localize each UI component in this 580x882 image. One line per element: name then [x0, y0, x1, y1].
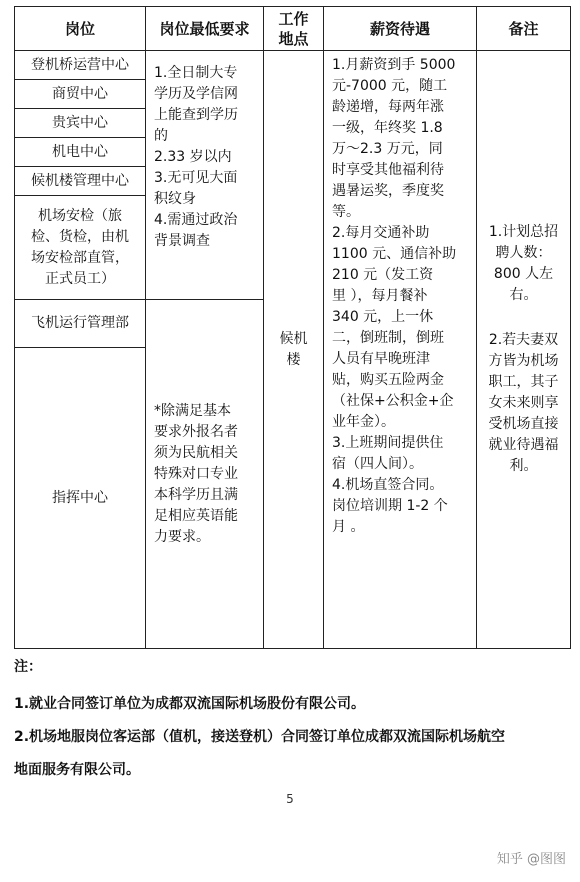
salary-line: 宿（四人间）。: [332, 456, 423, 472]
salary-line: 人员有早晚班津: [332, 351, 430, 367]
requirements-special-cell: [146, 300, 264, 649]
salary-line: 月 。: [332, 519, 365, 535]
header-salary: 薪资待遇: [324, 7, 477, 51]
header-location-line2: 地点: [278, 29, 309, 48]
header-notes: 备注: [477, 7, 571, 51]
footer-note-2b: 地面服务有限公司。: [14, 762, 140, 778]
note-line: 受机场直接: [488, 416, 559, 432]
requirement-line: 2.33 岁以内: [154, 149, 232, 165]
page-number: 5: [286, 792, 294, 806]
requirement-line: 的: [154, 128, 168, 144]
header-location: [264, 7, 324, 51]
note-line: 2.若夫妻双: [488, 332, 559, 348]
position-cell: 机电中心: [15, 138, 146, 167]
note-line: 职工，其子: [488, 374, 559, 390]
requirement-line: 本科学历且满: [154, 486, 238, 503]
requirement-line: 3.无可见大面: [154, 170, 238, 186]
requirement-line: 学历及学信网: [154, 86, 238, 102]
position-cell: 指挥中心: [15, 348, 146, 649]
requirements-main-cell: [146, 51, 264, 300]
header-location-line1: 工作: [278, 9, 309, 28]
salary-line: （社保+公积金+企: [332, 393, 454, 409]
header-position: 岗位: [15, 7, 146, 51]
note-line: 聘人数：: [495, 245, 552, 261]
watermark: 知乎 @图图: [496, 852, 566, 867]
salary-line: 龄递增，每两年涨: [332, 99, 444, 115]
salary-line: 元-7000 元，随工: [332, 78, 448, 94]
table-row: [15, 51, 571, 80]
header-requirements: 岗位最低要求: [146, 7, 264, 51]
note-spacer: [485, 306, 562, 330]
note-line: 女未来则享: [488, 395, 559, 411]
salary-line: 贴，购买五险两金: [332, 372, 444, 388]
notes-cell: [477, 51, 571, 649]
salary-line: 遇暑运奖，季度奖: [332, 183, 444, 199]
table-header-row: [15, 7, 571, 51]
note-line: 800 人左: [493, 266, 554, 282]
recruitment-table-wrapper: [14, 6, 570, 648]
salary-line: 1.月薪资到手 5000: [332, 57, 456, 73]
salary-line: 业年金）。: [332, 414, 395, 430]
position-cell: [15, 196, 146, 300]
salary-line: 等。: [332, 204, 360, 220]
requirement-line: 须为民航相关: [154, 444, 238, 461]
requirement-line: 1.全日制大专: [154, 65, 238, 81]
salary-line: 万～2.3 万元，同: [332, 141, 443, 157]
salary-line: 4.机场直签合同。: [332, 477, 444, 493]
footer-note-2a: 2.机场地服岗位客运部（值机，接送登机）合同签订单位成都双流国际机场航空: [14, 729, 506, 745]
position-cell: 商贸中心: [15, 80, 146, 109]
recruitment-table: [14, 6, 571, 649]
note-line: 就业待遇福: [488, 437, 559, 453]
requirement-line: 力要求。: [154, 528, 210, 545]
salary-line: 3.上班期间提供住: [332, 435, 444, 451]
position-line: 机场安检（旅: [38, 207, 122, 224]
position-cell: 飞机运行管理部: [15, 300, 146, 348]
salary-line: 时享受其他福利待: [332, 162, 444, 178]
footer-notes: [14, 656, 570, 787]
position-cell: 贵宾中心: [15, 109, 146, 138]
note-line: 利。: [509, 458, 538, 474]
salary-line: 2.每月交通补助: [332, 225, 430, 241]
requirement-line: 上能查到学历: [154, 107, 238, 123]
requirement-line: 足相应英语能: [154, 507, 238, 524]
position-line: 检、货检，由机: [31, 228, 129, 245]
salary-cell: [324, 51, 477, 649]
footer-notes-heading: 注：: [14, 659, 42, 675]
footer-note-1: 1.就业合同签订单位为成都双流国际机场股份有限公司。: [14, 696, 366, 712]
position-cell: 登机桥运营中心: [15, 51, 146, 80]
position-line: 正式员工）: [45, 270, 115, 287]
position-line: 场安检部直管，: [31, 249, 129, 266]
note-line: 方皆为机场: [488, 353, 559, 369]
salary-line: 里 ），每月餐补: [332, 288, 428, 304]
location-line: 候机: [279, 330, 308, 347]
requirement-line: 背景调查: [154, 233, 210, 249]
salary-line: 岗位培训期 1-2 个: [332, 498, 448, 514]
requirement-line: 特殊对口专业: [154, 465, 238, 482]
salary-line: 210 元（发工资: [332, 267, 434, 283]
salary-line: 一级，年终奖 1.8: [332, 120, 443, 136]
requirement-line: 要求外报名者: [154, 423, 238, 440]
location-line: 楼: [286, 351, 301, 368]
salary-line: 二，倒班制，倒班: [332, 330, 444, 346]
note-line: 右。: [509, 287, 538, 303]
location-cell: [264, 51, 324, 649]
salary-line: 1100 元、通信补助: [332, 246, 457, 262]
requirement-line: 积纹身: [154, 191, 196, 207]
requirement-line: 4.需通过政治: [154, 212, 238, 228]
position-cell: 候机楼管理中心: [15, 167, 146, 196]
requirement-line: *除满足基本: [154, 402, 231, 419]
salary-line: 340 元，上一休: [332, 309, 434, 325]
note-line: 1.计划总招: [488, 224, 559, 240]
